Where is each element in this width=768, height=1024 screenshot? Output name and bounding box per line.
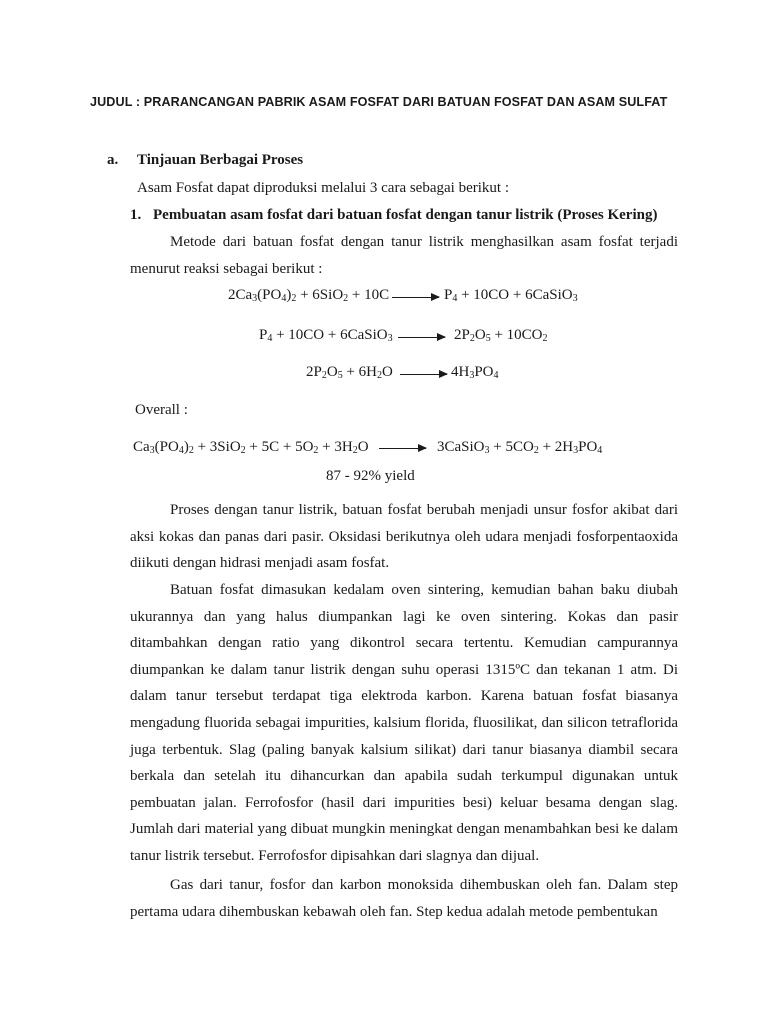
- intro-text: Asam Fosfat dapat diproduksi melalui 3 cara sebagai berikut :: [137, 180, 509, 196]
- eq1-reactants: $2Ca_3(PO_4)_2 + 6SiO_2 + 10C$: [228, 287, 390, 304]
- eq4-products: 3CaSiO$_3$ + $5CO_2 + 2H_3PO_4$: [437, 439, 603, 456]
- eq2-reactants: $P_4 + 10CO$ + 6CaSiO$_3$: [259, 327, 393, 344]
- item-number: 1.: [130, 207, 142, 223]
- overall-label: Overall :: [135, 402, 188, 418]
- yield-text: 87 - 92% yield: [326, 468, 415, 484]
- paragraph-2: Batuan fosfat dimasukan kedalam oven sintering, kemudian bahan baku diubah ukurannya dan yang halus diumpankan lagi ke oven sintering. Kokas dan pasir ditambahkan dengan ratio yang dikontrol secara tertentu. Kemudian campurannya diumpankan ke dalam tanur listrik dengan suhu operasi 1315ºC dan tekanan 1 atm. Di dalam tanur tersebut terdapat tiga elektroda karbon. Karena batuan fosfat biasanya mengadung fluorida sebagai impurities, kalsium florida, fluosilikat, dan silicon tetraflorida juga terbentuk. Slag (paling banyak kalsium silikat) dari tanur biasanya diambil secara berkala dan setelah itu dihancurkan dan apabila sudah terkumpul digunakan untuk pembuatan jalan. Ferrofosfor (hasil dari impurities besi) keluar besama dengan slag. Jumlah dari material yang dibuat mungkin meningkat dengan menambahkan besi ke dalam tanur listrik tersebut. Ferrofosfor dipisahkan dari slagnya dan dijual.: [130, 582, 678, 864]
- eq3-products: $4H_3PO_4$: [451, 364, 499, 381]
- reaction-arrow-icon: [400, 374, 447, 375]
- section-heading: Tinjauan Berbagai Proses: [137, 152, 304, 168]
- section-marker: a.: [107, 152, 119, 168]
- paragraph-1: Proses dengan tanur listrik, batuan fosfat berubah menjadi unsur fosfor akibat dari aksi kokas dan panas dari pasir. Oksidasi berikutnya oleh udara menjadi fosforpentaoxida diikuti dengan hidrasi menjadi asam fosfat.: [130, 502, 678, 572]
- reaction-arrow-icon: [398, 337, 445, 338]
- item-heading: Pembuatan asam fosfat dari batuan fosfat dengan tanur listrik (Proses Kering): [153, 207, 658, 223]
- eq2-products: $2P_2O_5 + 10CO_2$: [454, 327, 548, 344]
- reaction-arrow-icon: [392, 297, 439, 298]
- eq1-products: $P_4 + 10CO$ + 6CaSiO$_3$: [444, 287, 578, 304]
- reaction-arrow-icon: [379, 448, 426, 449]
- document-title: JUDUL : PRARANCANGAN PABRIK ASAM FOSFAT DARI BATUAN FOSFAT DAN ASAM SULFAT: [90, 95, 668, 109]
- paragraph-3: Gas dari tanur, fosfor dan karbon monoksida dihembuskan oleh fan. Dalam step pertama udara dihembuskan kebawah oleh fan. Step kedua adalah metode pembentukan: [130, 877, 678, 920]
- eq4-reactants: $Ca_3(PO_4)_2 + 3SiO_2 + 5C + 5O_2 + 3H_2O$: [133, 439, 369, 456]
- method-paragraph: Metode dari batuan fosfat dengan tanur listrik menghasilkan asam fosfat terjadi menurut reaksi sebagai berikut :: [130, 234, 678, 277]
- eq3-reactants: $2P_2O_5 + 6H_2O$: [306, 364, 393, 381]
